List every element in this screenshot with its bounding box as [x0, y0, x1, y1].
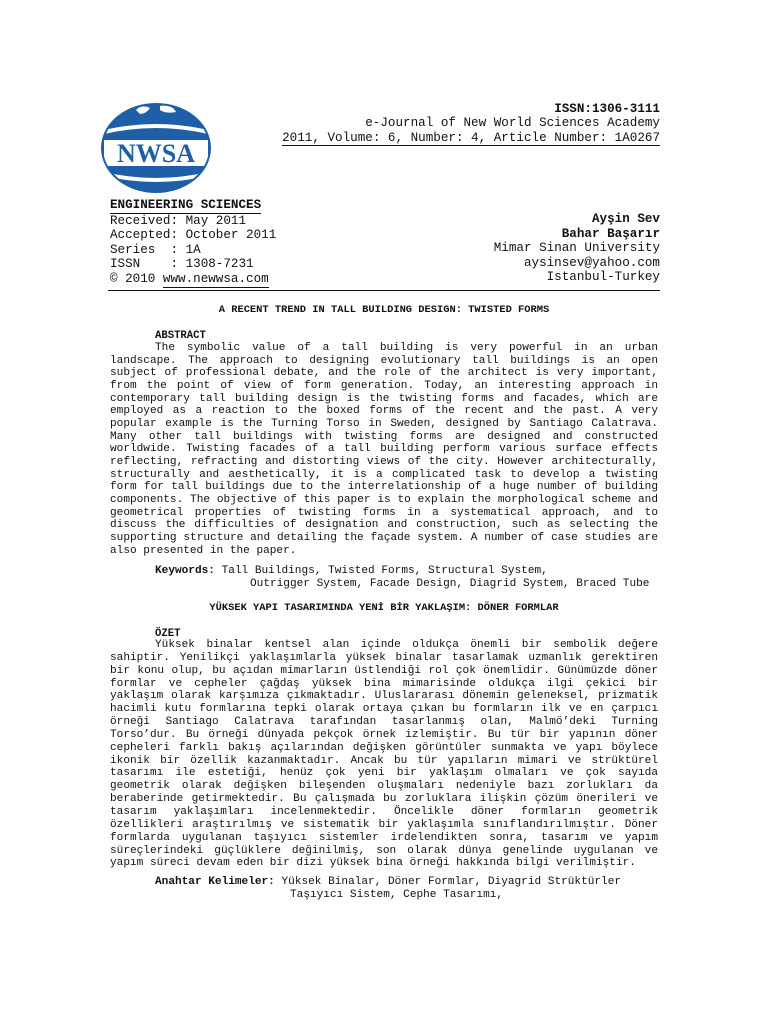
anahtar-kelimeler-line-2: Taşıyıcı Sistem, Cephe Tasarımı,: [290, 888, 504, 901]
ozet-heading: ÖZET: [155, 628, 181, 640]
author-2: Bahar Başarır: [561, 226, 660, 241]
received-date: Received: May 2011: [110, 213, 247, 228]
journal-name: e-Journal of New World Sciences Academy: [365, 116, 660, 131]
website-link[interactable]: www.newwsa.com: [162, 271, 269, 286]
keywords-line-1: Tall Buildings, Twisted Forms, Structural System,: [214, 565, 548, 577]
english-keywords: [110, 565, 670, 591]
accepted-date: Accepted: October 2011: [110, 228, 277, 243]
journal-issn: ISSN:1306-3111: [554, 102, 660, 116]
header-divider: [108, 290, 660, 291]
copyright-line: [110, 272, 370, 288]
keywords-label: Keywords:: [155, 565, 215, 577]
meta-issn-line: ISSN : 1308-7231: [110, 257, 254, 272]
keywords-line-2: Outrigger System, Facade Design, Diagrid System, Braced Tube: [250, 577, 650, 590]
article-meta: [110, 198, 370, 288]
author-block: [360, 212, 660, 285]
affiliation: Mimar Sinan University: [493, 241, 660, 256]
turkish-title: YÜKSEK YAPI TASARIMINDA YENİ BİR YAKLAŞIM: DÖNER FORMLAR: [209, 602, 559, 614]
journal-volume-line: 2011, Volume: 6, Number: 4, Article Number: 1A0267: [282, 130, 660, 145]
logo-text: NWSA: [116, 139, 196, 168]
author-1: Ayşin Sev: [591, 212, 660, 226]
ozet-body: [110, 639, 658, 870]
turkish-keywords: [110, 876, 670, 902]
abstract-heading: ABSTRACT: [155, 330, 206, 342]
nwsa-logo: [100, 100, 212, 196]
anahtar-kelimeler-line-1: Yüksek Binalar, Döner Formlar, Diyagrid Strüktürler: [274, 876, 622, 888]
ozet-paragraph: Yüksek binalar kentsel alan içinde oldukça önemli bir sembolik değere sahiptir. Yenilikçi yaklaşımlarla yüksek binalar tasarlamak uzmanlık gerektiren bir konu olup, bu açıdan mimarların üstlendiği rol çok önemlidir. Günümüzde döner formlar ve cepheler çağdaş yüksek bina mimarisinde oldukça ilgi çekici bir yaklaşım olarak karşımıza çıkmaktadır. Uluslararası dönemin geleneksel, prizmatik hacimli kutu formlarına tepki olarak ortaya çıkan bu formların ilk ve en çarpıcı örneği Santiago Calatrava tarafından tasarlanmış olan, Malmö’deki Turning Torso’dur. Bu örneği dünyada pekçok örnek izlemiştir. Bu tür bir yapının döner cepheleri farklı bakış açılarından değişken görüntüler sunmakta ve yapı böylece ikonik bir özellik kazanmaktadır. Ancak bu tür yapıların mimari ve strüktürel tasarımı ile estetiği, henüz çok yeni bir yaklaşım olmaları ve çok sayıda geometrik olarak değişken bileşenden oluşmaları nedeniyle bazı zorlukları da beraberinde getirmektedir. Bu çalışmada bu zorluklara ilişkin çözüm önerileri ve tasarım yaklaşımları incelenmektedir. Öncelikle döner formların geometrik özellikleri araştırılmış ve sistematik bir yaklaşımla sınıflandırılmıştır. Döner formlarda uygulanan taşıyıcı sistemler irdelendikten sonra, tasarım ve yapım süreçlerindeki güçlüklere değinilmiş, son olarak dünya genelinde uygulanan ve yapım süreci devam eden bir dizi yüksek bina örneği hakkında bilgi verilmiştir.: [110, 639, 658, 870]
series-line: Series : 1A: [110, 242, 201, 257]
copyright-text: © 2010: [110, 271, 163, 286]
author-location: Istanbul-Turkey: [546, 270, 660, 285]
author-email[interactable]: aysinsev@yahoo.com: [523, 255, 660, 270]
journal-header: [220, 102, 660, 146]
anahtar-kelimeler-label: Anahtar Kelimeler:: [155, 876, 275, 888]
abstract-paragraph: The symbolic value of a tall building is very powerful in an urban landscape. The approach to designing evolutionary tall buildings is an open subject of professional debate, and the role of the architect is very important, from the point of view of form generation. Today, an interesting approach in contemporary tall building design is the twisting forms and facades, which are employed as a reaction to the boxed forms of the recent and the past. A very popular example is the Turning Torso in Sweden, designed by Santiago Calatrava. Many other tall buildings with twisting forms are designed and constructed worldwide. Twisting facades of a tall building perform various surface effects reflecting, refracting and distorting views of the city. However architecturally, structurally and aesthetically, it is a complicated task to develop a twisting form for tall buildings due to the interrelationship of a huge number of building components. The objective of this paper is to explain the morphological scheme and geometrical properties of twisting forms in a systematical approach, and to discuss the difficulties of designation and construction, such as selecting the supporting structure and detailing the façade system. A number of case studies are also presented in the paper.: [110, 342, 658, 557]
english-title: A RECENT TREND IN TALL BUILDING DESIGN: TWISTED FORMS: [218, 304, 550, 316]
field-heading: ENGINEERING SCIENCES: [110, 198, 262, 212]
abstract-body: [110, 342, 658, 557]
